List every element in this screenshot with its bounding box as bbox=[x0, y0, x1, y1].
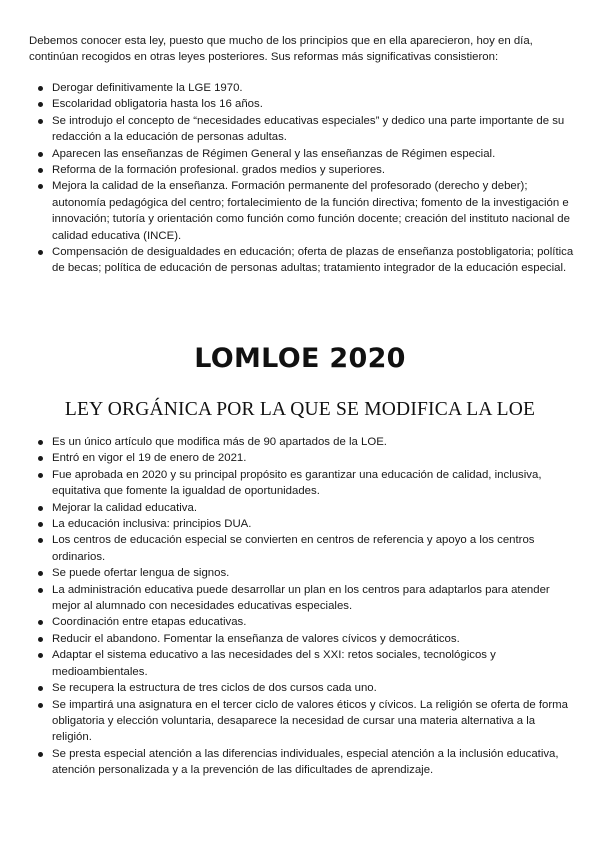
list-item-text: La educación inclusiva: principios DUA. bbox=[52, 518, 252, 531]
bullet-icon bbox=[38, 653, 43, 658]
bullet-icon bbox=[38, 250, 43, 255]
section-subheading: LEY ORGÁNICA POR LA QUE SE MODIFICA LA LOE bbox=[64, 399, 536, 420]
list-item bbox=[29, 244, 574, 277]
list-item-text: La administración educativa puede desarrollar un plan en los centros para adaptarlos para atender mejor al alumnado con necesidades educativas especiales. bbox=[52, 583, 550, 613]
bullet-icon bbox=[38, 538, 43, 543]
list-item bbox=[29, 631, 574, 647]
list-item bbox=[29, 582, 574, 615]
list-item bbox=[29, 146, 574, 162]
list-item-text: Se recupera la estructura de tres ciclos de dos cursos cada uno. bbox=[52, 682, 377, 695]
bullet-icon bbox=[38, 588, 43, 593]
bullet-icon bbox=[38, 168, 43, 173]
list-item bbox=[29, 614, 574, 630]
list-item-text: Fue aprobada en 2020 y su principal propósito es garantizar una educación de calidad, inclusiva, equitativa que fomente la igualdad de oportunidades. bbox=[52, 468, 542, 498]
bullet-icon bbox=[38, 86, 43, 91]
lomloe-features-list bbox=[29, 434, 574, 779]
bullet-icon bbox=[38, 473, 43, 478]
list-item-text: Mejorar la calidad educativa. bbox=[52, 501, 197, 514]
intro-paragraph: Debemos conocer esta ley, puesto que mucho de los principios que en ella aparecieron, hoy en día, continúan recogidos en otras leyes posteriores. Sus reformas más significativas consistieron: bbox=[29, 35, 533, 64]
list-item-text: Entró en vigor el 19 de enero de 2021. bbox=[52, 452, 247, 465]
list-item-text: Aparecen las enseñanzas de Régimen General y las enseñanzas de Régimen especial. bbox=[52, 147, 496, 160]
list-item bbox=[29, 434, 574, 450]
list-item bbox=[29, 178, 574, 244]
bullet-icon bbox=[38, 456, 43, 461]
list-item-text: Derogar definitivamente la LGE 1970. bbox=[52, 82, 243, 94]
list-item bbox=[29, 467, 574, 500]
list-item bbox=[29, 516, 574, 532]
list-item-text: Compensación de desigualdades en educación; oferta de plazas de enseñanza postobligatoria; política de becas; política de educación de personas adultas; tratamiento integrador de la educación especial. bbox=[52, 246, 574, 275]
list-item bbox=[29, 113, 574, 146]
list-item-text: Mejora la calidad de la enseñanza. Formación permanente del profesorado (derecho y deber); autonomía pedagógica del centro; fortalecimiento de la función directiva; fomento de la investigación e innovación; tutoría y orientación como función como función docente; creación del instituto nacional de calidad educativa (INCE). bbox=[52, 180, 570, 242]
list-item-text: Se introdujo el concepto de “necesidades educativas especiales” y dedico una parte importante de su redacción a la educación de personas adultas. bbox=[52, 114, 565, 144]
loe-reforms-list bbox=[29, 80, 574, 277]
list-item-text: Reforma de la formación profesional. grados medios y superiores. bbox=[52, 164, 386, 177]
bullet-icon bbox=[38, 522, 43, 527]
list-item-text: Se puede ofertar lengua de signos. bbox=[52, 567, 230, 580]
bullet-icon bbox=[38, 506, 43, 511]
bullet-icon bbox=[38, 620, 43, 625]
list-item-text: Se presta especial atención a las diferencias individuales, especial atención a la inclusión educativa, atención personalizada y a la prevención de las dificultades de aprendizaje. bbox=[52, 747, 559, 777]
bullet-icon bbox=[38, 752, 43, 757]
list-item bbox=[29, 647, 574, 680]
bullet-icon bbox=[38, 637, 43, 642]
list-item-text: Se impartirá una asignatura en el tercer ciclo de valores éticos y cívicos. La religión se oferta de forma obligatoria y elección voluntaria, desaparece la necesidad de cursar una materia alternativa a la religión. bbox=[52, 698, 568, 744]
section-heading: LOMLOE 2020 bbox=[194, 343, 406, 374]
list-item bbox=[29, 532, 574, 565]
list-item bbox=[29, 697, 574, 746]
list-item bbox=[29, 80, 574, 96]
list-item-text: Reducir el abandono. Fomentar la enseñanza de valores cívicos y democráticos. bbox=[52, 632, 460, 645]
bullet-icon bbox=[38, 184, 43, 189]
list-item-text: Los centros de educación especial se convierten en centros de referencia y apoyo a los centros ordinarios. bbox=[52, 534, 535, 563]
bullet-icon bbox=[38, 703, 43, 708]
list-item bbox=[29, 680, 574, 696]
list-item bbox=[29, 162, 574, 178]
list-item-text: Es un único artículo que modifica más de 90 apartados de la LOE. bbox=[52, 436, 387, 448]
list-item-text: Escolaridad obligatoria hasta los 16 años. bbox=[52, 98, 263, 111]
list-item bbox=[29, 500, 574, 516]
list-item-text: Coordinación entre etapas educativas. bbox=[52, 616, 247, 629]
bullet-icon bbox=[38, 571, 43, 576]
bullet-icon bbox=[38, 686, 43, 691]
list-item bbox=[29, 96, 574, 112]
list-item-text: Adaptar el sistema educativo a las necesidades del s XXI: retos sociales, tecnológicos y medioambientales. bbox=[52, 649, 496, 678]
list-item bbox=[29, 746, 574, 779]
bullet-icon bbox=[38, 102, 43, 107]
bullet-icon bbox=[38, 152, 43, 157]
list-item bbox=[29, 565, 574, 581]
bullet-icon bbox=[38, 119, 43, 124]
bullet-icon bbox=[38, 440, 43, 445]
list-item bbox=[29, 450, 574, 466]
